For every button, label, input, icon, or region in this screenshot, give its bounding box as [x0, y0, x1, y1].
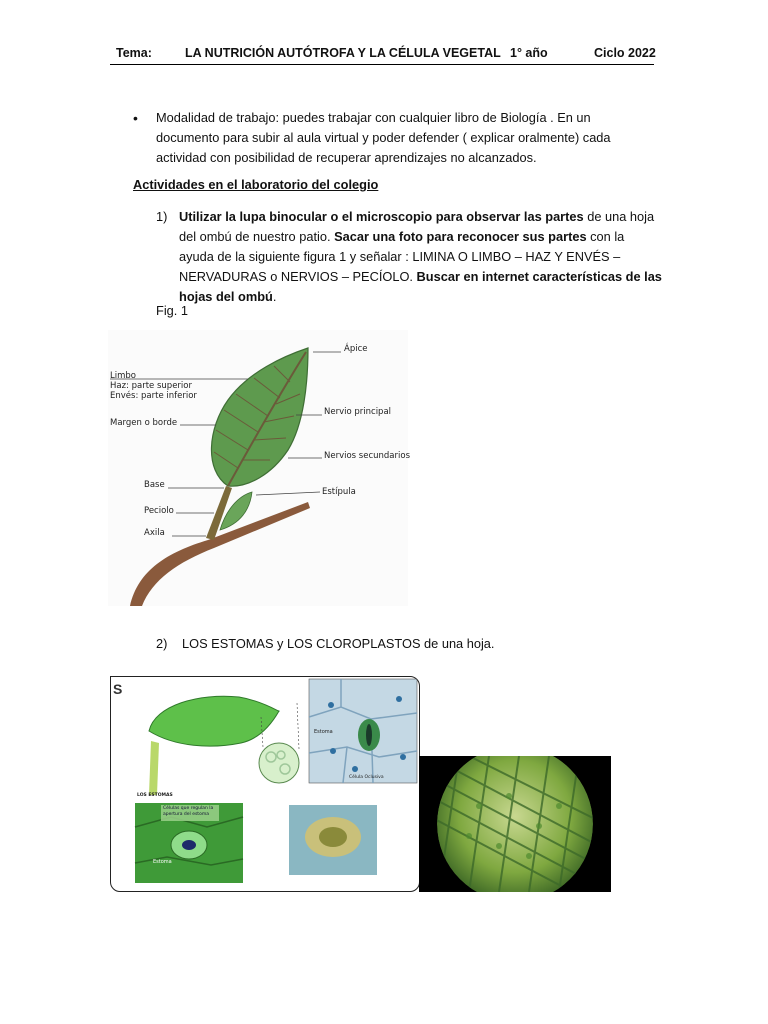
activity-2-text: LOS ESTOMAS y LOS CLOROPLASTOS de una hoja. [182, 636, 495, 651]
stomata-composite-image [110, 676, 420, 892]
figure-1-label: Fig. 1 [156, 303, 189, 318]
work-mode-text: Modalidad de trabajo: puedes trabajar con cualquier libro de Biología . En un documento para subir al aula virtual y poder defender ( explicar oralmente) cada actividad con posibilidad de recuperar aprendizajes no alcanzados. [156, 110, 611, 165]
label-base: Base [144, 480, 165, 490]
tema-label: Tema: [116, 46, 152, 60]
activity-1-text [179, 207, 662, 307]
cell-label: Célula Oclusiva [349, 775, 384, 780]
document-header [110, 46, 654, 65]
label-limbo: Limbo [110, 371, 136, 381]
bullet-symbol: • [133, 110, 138, 126]
document-title: LA NUTRICIÓN AUTÓTROFA Y LA CÉLULA VEGETAL [185, 46, 501, 60]
activity-1-normal-3: . [272, 289, 277, 304]
zoom-circle [259, 743, 299, 783]
label-peciolo: Peciolo [144, 506, 174, 516]
activity-1-normal-2: con la ayuda de la siguiente figura 1 y señalar : LIMINA O LIMBO – HAZ Y ENVÉS – NERVADURAS o NERVIOS – PECÍOLO. [179, 229, 625, 284]
leaf-diagram-svg [108, 330, 411, 606]
activity-1-bold-3: Buscar en internet características de las hojas del ombú [179, 269, 662, 304]
callout-label: Células que regulan la apertura del estoma [163, 806, 214, 817]
school-year: 1° año [510, 46, 548, 60]
activity-2 [156, 636, 494, 651]
activity-1-bold-1: Utilizar la lupa binocular o el microscopio para observar las partes [179, 209, 584, 224]
school-cycle: Ciclo 2022 [594, 46, 656, 60]
leaf-illustration [149, 696, 279, 746]
label-nervio-principal: Nervio principal [324, 407, 392, 417]
los-estomas-label: LOS ESTOMAS [137, 793, 173, 798]
chloroplast-micrograph [419, 756, 611, 892]
label-estipula: Estípula [322, 487, 356, 497]
activity-1-normal-1: de una hoja del ombú de nuestro patio. [179, 209, 655, 244]
label-enves: Envés: parte inferior [110, 391, 197, 401]
leaf-parts-figure [108, 330, 411, 606]
micrograph-svg [419, 756, 611, 892]
label-haz: Haz: parte superior [110, 381, 192, 391]
label-axila: Axila [144, 528, 165, 538]
label-margen: Margen o borde [110, 418, 178, 428]
label-nervios-secundarios: Nervios secundarios [324, 451, 411, 461]
activity-1-number: 1) [156, 209, 168, 224]
activity-1-bold-2: Sacar una foto para reconocer sus partes [334, 229, 587, 244]
label-apice: Ápice [344, 344, 368, 354]
estoma-center-label: Estoma [153, 859, 172, 865]
work-mode-bullet [133, 108, 653, 168]
section-title: Actividades en el laboratorio del colegio [133, 177, 379, 192]
stem-illustration [149, 741, 159, 795]
leaf-blade [211, 348, 308, 486]
activity-1 [156, 207, 662, 307]
activity-2-number: 2) [156, 636, 168, 651]
stoma-label: Estoma [314, 729, 333, 735]
corner-letter: S [113, 681, 123, 697]
